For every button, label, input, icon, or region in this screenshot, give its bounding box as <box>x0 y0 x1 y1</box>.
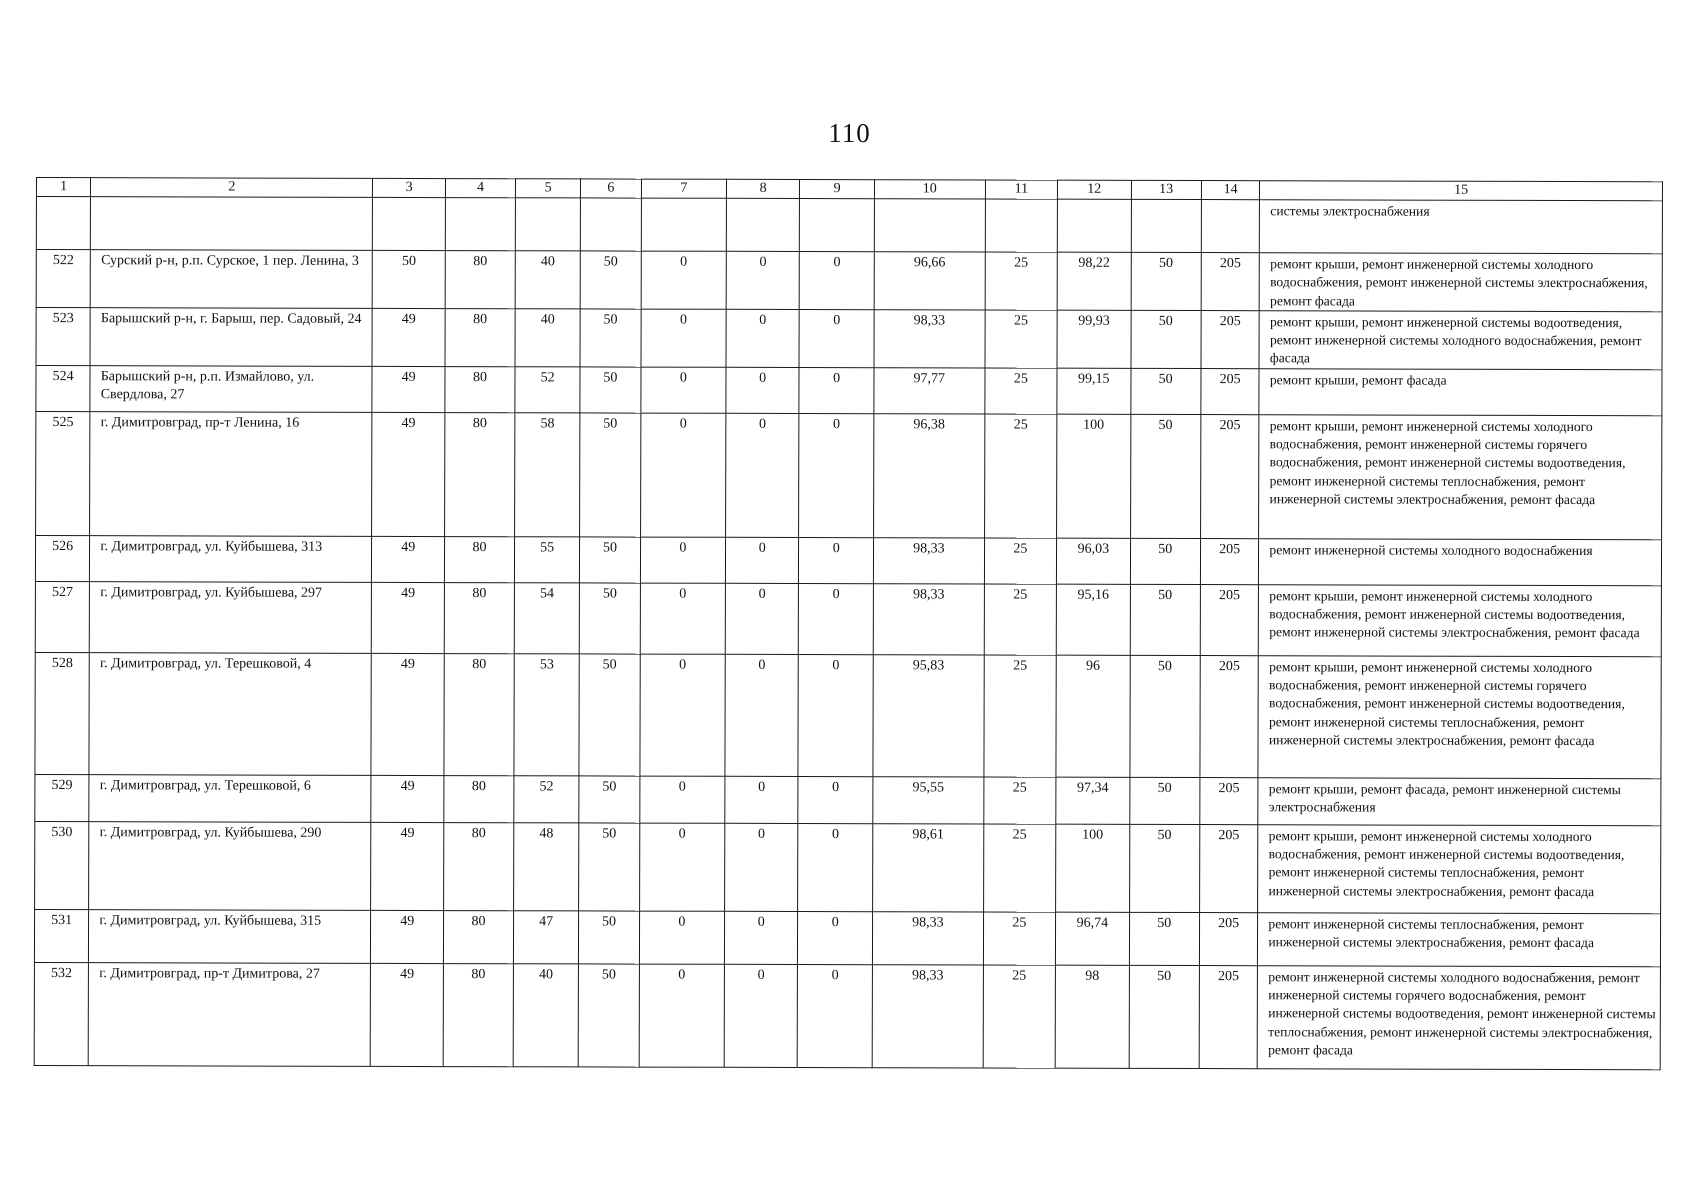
table-cell-col-3: 49 <box>371 910 444 963</box>
address-cell: г. Димитровград, пр-т Ленина, 16 <box>90 411 372 536</box>
row-number-cell: 529 <box>35 774 89 821</box>
table-cell-col-5: 54 <box>514 583 579 654</box>
table-cell-col-7: 0 <box>641 367 726 413</box>
table-cell-col-3: 49 <box>372 366 445 412</box>
table-cell-col-10: 98,33 <box>873 583 984 654</box>
table-row <box>36 411 1662 539</box>
row-number-cell: 522 <box>36 250 90 308</box>
row-number-cell: 525 <box>36 411 91 535</box>
table-cell-col-3: 49 <box>372 582 445 653</box>
address-cell: г. Димитровград, ул. Терешковой, 6 <box>89 774 371 822</box>
column-number-9: 9 <box>800 179 875 198</box>
column-number-12: 12 <box>1058 180 1132 199</box>
works-list-cell: ремонт крыши, ремонт инженерной системы водоотведения, ремонт инженерной системы холодного водоснабжения, ремонт фасада <box>1259 311 1662 370</box>
table-cell-col-8: 0 <box>725 583 799 654</box>
row-number-cell: 523 <box>36 307 90 365</box>
table-row <box>36 250 1662 312</box>
table-cell-col-9: 0 <box>798 776 873 823</box>
buildings-table <box>34 177 1663 1070</box>
table-cell-col-12: 100 <box>1056 824 1130 912</box>
address-cell: Барышский р-н, р.п. Измайлово, ул. Свердлова, 27 <box>90 365 372 412</box>
table-cell-col-5: 47 <box>514 911 579 964</box>
table-row <box>36 197 1662 254</box>
table-cell-col-10: 98,61 <box>873 823 984 911</box>
table-cell-col-11: 25 <box>984 655 1057 777</box>
table-cell-col-14: 205 <box>1200 777 1259 824</box>
table-body <box>34 197 1662 1070</box>
row-number-cell: 532 <box>34 962 89 1065</box>
table-cell-col-4: 80 <box>443 822 513 910</box>
table-cell-col-12: 97,34 <box>1056 777 1130 824</box>
table-cell-col-11: 25 <box>985 310 1058 368</box>
table-cell-col-7: 0 <box>639 911 724 964</box>
works-list-cell: ремонт инженерной системы холодного водоснабжения, ремонт инженерной системы горячего водоснабжения, ремонт инженерной системы водоотведения, ремонт инженерной системы теплоснабжения, ремонт инженерной системы электроснабжения, ремонт фасада <box>1258 965 1661 1069</box>
address-cell: Барышский р-н, г. Барыш, пер. Садовый, 24 <box>90 308 372 367</box>
table-cell-col-3: 49 <box>372 308 445 366</box>
table-cell-col-6: 50 <box>579 583 640 654</box>
column-number-11: 11 <box>985 180 1057 199</box>
table-cell-col-7: 0 <box>639 823 724 911</box>
column-number-10: 10 <box>874 180 985 199</box>
table-cell-col-7: 0 <box>640 537 725 583</box>
address-cell <box>91 197 373 251</box>
column-number-14: 14 <box>1201 181 1260 200</box>
table-cell-col-10: 95,83 <box>873 654 984 776</box>
column-number-3: 3 <box>373 178 445 197</box>
table-cell-col-13: 50 <box>1129 655 1200 777</box>
works-list-cell: ремонт крыши, ремонт инженерной системы холодного водоснабжения, ремонт инженерной системы водоотведения, ремонт инженерной системы теплоснабжения, ремонт инженерной системы электроснабжения, ремонт фасада <box>1258 824 1661 913</box>
table-cell-col-12: 100 <box>1057 414 1131 538</box>
table-cell-col-8: 0 <box>726 367 800 413</box>
address-cell: г. Димитровград, ул. Куйбышева, 297 <box>90 581 372 653</box>
works-list-cell: ремонт крыши, ремонт инженерной системы холодного водоснабжения, ремонт инженерной системы горячего водоснабжения, ремонт инженерной системы водоотведения, ремонт инженерной системы теплоснабжения, ремонт инженерной системы электроснабжения, ремонт фасада <box>1259 414 1662 539</box>
table-cell-col-3: 49 <box>371 775 444 822</box>
column-number-4: 4 <box>445 179 515 198</box>
table-cell-col-10: 98,33 <box>874 310 985 368</box>
table-cell-col-3: 49 <box>372 412 445 536</box>
table-cell-col-14: 205 <box>1200 414 1259 538</box>
table-cell-col-14: 205 <box>1201 368 1260 414</box>
table-cell-col-11: 25 <box>984 414 1057 538</box>
table-cell-col-5: 58 <box>515 413 580 537</box>
table-cell-col-4: 80 <box>445 251 515 309</box>
table-cell-col-8: 0 <box>725 776 799 823</box>
table-row <box>34 962 1660 1069</box>
table-cell-col-11: 25 <box>985 368 1058 414</box>
table-cell-col-13: 50 <box>1130 538 1200 584</box>
table-cell-col-3 <box>373 197 446 250</box>
works-list-cell: ремонт инженерной системы холодного водоснабжения <box>1259 538 1662 585</box>
row-number-cell: 528 <box>35 652 90 774</box>
table-row <box>36 365 1662 415</box>
table-cell-col-4: 80 <box>443 910 513 963</box>
table-cell-col-9: 0 <box>798 964 873 1067</box>
row-number-cell <box>36 197 90 250</box>
column-number-1: 1 <box>36 178 90 197</box>
works-list-cell: системы электроснабжения <box>1260 200 1663 254</box>
table-cell-col-7: 0 <box>639 964 724 1067</box>
table-cell-col-5: 52 <box>514 776 579 823</box>
table-cell-col-12: 96,03 <box>1057 538 1131 584</box>
column-number-6: 6 <box>581 179 642 198</box>
table-cell-col-10: 98,33 <box>872 964 983 1067</box>
table-cell-col-5: 40 <box>515 251 580 309</box>
table-cell-col-4: 80 <box>443 963 514 1066</box>
table-cell-col-14: 205 <box>1199 965 1258 1068</box>
table-cell-col-8: 0 <box>725 537 799 583</box>
table-cell-col-6: 50 <box>579 911 640 964</box>
table-cell-col-12: 98,22 <box>1057 252 1131 310</box>
table-cell-col-6: 50 <box>578 964 639 1067</box>
table-cell-col-8: 0 <box>725 823 799 911</box>
works-list-cell: ремонт крыши, ремонт фасада <box>1259 368 1662 415</box>
table-cell-col-11: 25 <box>983 912 1056 965</box>
table-cell-col-14: 205 <box>1201 310 1260 368</box>
table-cell-col-4: 80 <box>444 582 514 653</box>
works-list-cell: ремонт крыши, ремонт инженерной системы холодного водоснабжения, ремонт инженерной системы электроснабжения, ремонт фасада <box>1260 253 1663 312</box>
table-cell-col-11: 25 <box>983 824 1056 912</box>
column-number-5: 5 <box>516 179 581 198</box>
works-list-cell: ремонт инженерной системы теплоснабжения, ремонт инженерной системы электроснабжения, ремонт фасада <box>1258 912 1661 966</box>
table-row <box>35 581 1661 656</box>
table-row <box>34 909 1660 966</box>
table-cell-col-5: 55 <box>515 537 580 583</box>
works-list-cell: ремонт крыши, ремонт инженерной системы холодного водоснабжения, ремонт инженерной системы водоотведения, ремонт инженерной системы электроснабжения, ремонт фасада <box>1259 584 1662 656</box>
table-cell-col-14: 205 <box>1199 824 1258 912</box>
table-cell-col-11: 25 <box>983 965 1056 1068</box>
table-cell-col-8: 0 <box>726 251 800 309</box>
table-row <box>35 652 1661 778</box>
table-cell-col-12: 99,15 <box>1057 368 1131 414</box>
address-cell: г. Димитровград, пр-т Димитрова, 27 <box>88 962 370 1066</box>
row-number-cell: 526 <box>35 535 89 581</box>
address-cell: г. Димитровград, ул. Терешковой, 4 <box>89 652 371 775</box>
table-cell-col-14: 205 <box>1201 253 1260 311</box>
row-number-cell: 524 <box>36 365 90 411</box>
table-cell-col-7: 0 <box>640 654 725 776</box>
table-cell-col-11: 25 <box>984 584 1057 655</box>
table-cell-col-13: 50 <box>1129 824 1199 912</box>
table-cell-col-6: 50 <box>580 367 641 413</box>
table-row <box>35 774 1661 825</box>
table-cell-col-7: 0 <box>640 776 725 823</box>
table-cell-col-8 <box>726 198 800 251</box>
table-cell-col-14: 205 <box>1200 584 1259 655</box>
table-cell-col-9: 0 <box>798 654 873 776</box>
table-cell-col-13: 50 <box>1129 912 1199 965</box>
table-cell-col-12: 95,16 <box>1056 584 1130 655</box>
table-cell-col-13: 50 <box>1129 777 1199 824</box>
table-cell-col-13 <box>1131 199 1201 252</box>
table-cell-col-9: 0 <box>799 413 874 537</box>
works-list-cell: ремонт крыши, ремонт фасада, ремонт инженерной системы электроснабжения <box>1258 777 1661 825</box>
table-cell-col-12 <box>1057 199 1131 252</box>
table-cell-col-7: 0 <box>640 413 725 537</box>
table-cell-col-4: 80 <box>444 412 515 536</box>
table-cell-col-9: 0 <box>800 251 875 309</box>
table-cell-col-7: 0 <box>641 251 726 309</box>
table-cell-col-8: 0 <box>726 413 800 537</box>
table-cell-col-9: 0 <box>798 911 873 964</box>
table-cell-col-10: 95,55 <box>873 776 984 823</box>
table-cell-col-10: 96,38 <box>874 413 985 537</box>
table-cell-col-4: 80 <box>444 653 515 775</box>
table-cell-col-6: 50 <box>579 654 640 776</box>
table-cell-col-5: 48 <box>514 823 579 911</box>
address-cell: Сурский р-н, р.п. Сурское, 1 пер. Ленина, 3 <box>90 250 372 309</box>
column-number-7: 7 <box>641 179 726 198</box>
table-cell-col-13: 50 <box>1130 414 1201 538</box>
table-cell-col-3: 50 <box>373 250 446 308</box>
table-cell-col-5: 40 <box>515 309 580 367</box>
table-row <box>35 821 1661 913</box>
table-cell-col-3: 49 <box>372 536 445 582</box>
table-cell-col-6: 50 <box>580 537 641 583</box>
table-cell-col-4: 80 <box>444 775 514 822</box>
address-cell: г. Димитровград, ул. Куйбышева, 315 <box>89 909 371 963</box>
table-cell-col-3: 49 <box>371 653 444 775</box>
table-cell-col-6: 50 <box>580 251 641 309</box>
table-cell-col-12: 96,74 <box>1056 912 1130 965</box>
table-cell-col-14: 205 <box>1200 655 1259 777</box>
table-cell-col-6: 50 <box>579 776 640 823</box>
table-cell-col-9 <box>800 198 875 251</box>
table-cell-col-10: 97,77 <box>874 367 985 413</box>
table-cell-col-11: 25 <box>983 777 1056 824</box>
address-cell: г. Димитровград, ул. Куйбышева, 313 <box>90 535 372 582</box>
table-cell-col-9: 0 <box>799 309 874 367</box>
table-cell-col-7: 0 <box>640 583 725 654</box>
table-cell-col-5: 40 <box>513 964 578 1067</box>
table-cell-col-6: 50 <box>580 309 641 367</box>
table-cell-col-5 <box>515 198 580 251</box>
column-number-8: 8 <box>726 179 800 198</box>
row-number-cell: 527 <box>35 581 89 652</box>
table-row <box>36 307 1662 369</box>
table-cell-col-8: 0 <box>725 654 799 776</box>
table-cell-col-4 <box>445 198 515 251</box>
table-cell-col-11: 25 <box>985 252 1058 310</box>
table-cell-col-9: 0 <box>799 367 874 413</box>
table-cell-col-13: 50 <box>1129 965 1200 1068</box>
works-list-cell: ремонт крыши, ремонт инженерной системы холодного водоснабжения, ремонт инженерной системы горячего водоснабжения, ремонт инженерной системы водоотведения, ремонт инженерной системы теплоснабжения, ремонт инженерной системы электроснабжения, ремонт фасада <box>1258 655 1661 778</box>
table-cell-col-4: 80 <box>445 366 515 412</box>
table-cell-col-8: 0 <box>724 964 798 1067</box>
column-number-2: 2 <box>91 178 373 198</box>
table-cell-col-9: 0 <box>798 823 873 911</box>
table-cell-col-14: 205 <box>1200 538 1259 584</box>
table-cell-col-12: 99,93 <box>1057 310 1131 368</box>
table-cell-col-5: 52 <box>515 367 580 413</box>
table-cell-col-12: 98 <box>1055 965 1129 1068</box>
table-cell-col-13: 50 <box>1131 252 1201 310</box>
table-cell-col-9: 0 <box>799 583 874 654</box>
table-cell-col-9: 0 <box>799 537 874 583</box>
table-cell-col-12: 96 <box>1056 655 1130 777</box>
table-cell-col-10: 98,33 <box>873 537 984 583</box>
table-row <box>35 535 1661 585</box>
table-cell-col-4: 80 <box>444 536 514 582</box>
table-cell-col-6: 50 <box>580 413 641 537</box>
table-cell-col-13: 50 <box>1130 584 1200 655</box>
row-number-cell: 531 <box>34 909 88 962</box>
table-cell-col-4: 80 <box>445 308 515 366</box>
page-number: 110 <box>828 118 871 148</box>
table-cell-col-10: 98,33 <box>872 911 983 964</box>
column-number-13: 13 <box>1131 180 1201 199</box>
table-cell-col-6 <box>580 198 641 251</box>
table-cell-col-14: 205 <box>1199 912 1258 965</box>
table-cell-col-7: 0 <box>641 309 726 367</box>
table-cell-col-10: 96,66 <box>874 252 985 310</box>
register-sheet <box>34 177 1663 1070</box>
row-number-cell: 530 <box>35 821 90 909</box>
column-number-15: 15 <box>1260 181 1663 201</box>
table-cell-col-8: 0 <box>726 309 800 367</box>
table-cell-col-6: 50 <box>579 823 640 911</box>
table-cell-col-13: 50 <box>1130 368 1200 414</box>
table-cell-col-11 <box>985 199 1058 252</box>
table-cell-col-13: 50 <box>1131 310 1201 368</box>
table-cell-col-3: 49 <box>371 822 444 910</box>
table-cell-col-3: 49 <box>371 963 444 1066</box>
table-cell-col-5: 53 <box>514 654 579 776</box>
table-cell-col-11: 25 <box>984 538 1057 584</box>
table-cell-col-8: 0 <box>724 911 798 964</box>
table-cell-col-7 <box>641 198 726 251</box>
table-cell-col-10 <box>874 199 985 252</box>
table-cell-col-14 <box>1201 200 1260 253</box>
address-cell: г. Димитровград, ул. Куйбышева, 290 <box>89 821 371 910</box>
